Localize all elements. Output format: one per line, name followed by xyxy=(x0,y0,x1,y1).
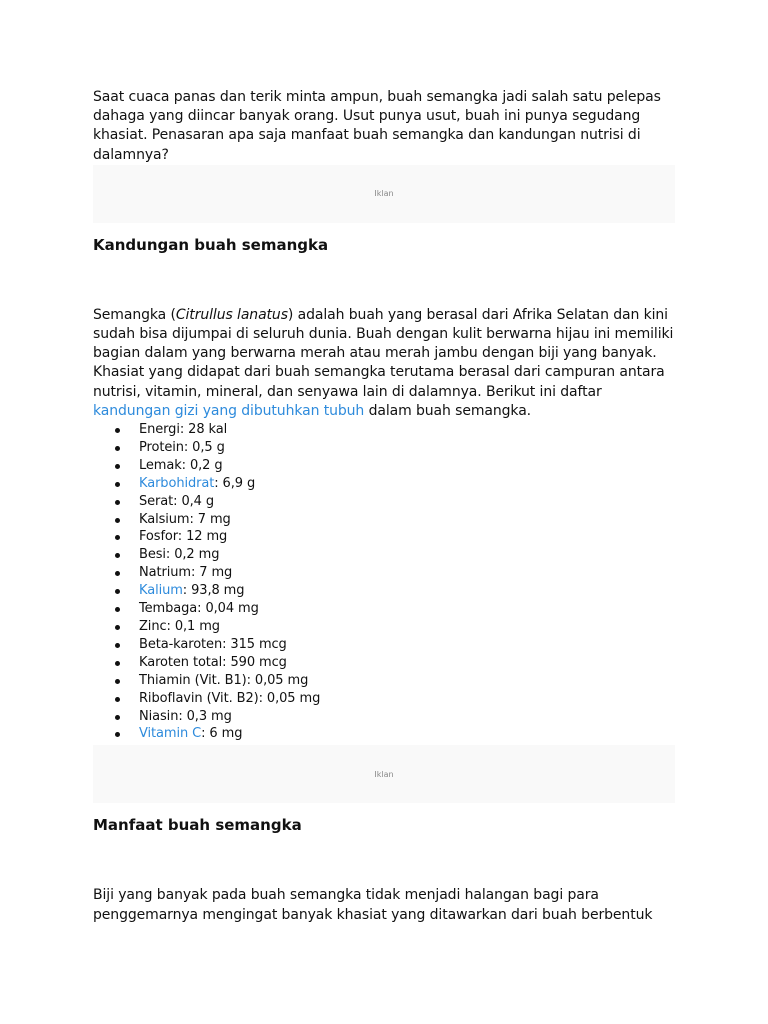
nutrient-label: Lemak xyxy=(139,457,182,473)
bullet-icon xyxy=(115,571,120,576)
nutrient-label: Fosfor xyxy=(139,529,178,545)
nutrient-label: Zinc xyxy=(139,619,167,634)
bullet-icon xyxy=(115,428,120,433)
bullet-icon xyxy=(115,535,120,540)
nutrient-link[interactable]: Kalium xyxy=(139,583,183,599)
nutrient-item xyxy=(93,564,675,582)
nutrient-value: : 590 mcg xyxy=(222,654,287,670)
bullet-icon xyxy=(115,732,120,737)
nutrient-value: : 28 kal xyxy=(179,422,228,438)
nutrient-value: : 7 mg xyxy=(190,565,233,581)
nutrient-item xyxy=(93,600,675,618)
nutrient-label: Kalsium xyxy=(139,511,190,527)
ad-label: Iklan xyxy=(374,189,394,199)
bullet-icon xyxy=(115,643,120,648)
nutrient-link[interactable]: Vitamin C xyxy=(139,726,202,742)
nutrient-label: Beta-karoten xyxy=(139,636,223,652)
nutrient-label: Niasin xyxy=(139,708,179,724)
nutrient-value: : 0,2 g xyxy=(181,457,223,473)
nutrient-label: Tembaga xyxy=(139,601,198,617)
bullet-icon xyxy=(115,697,120,702)
nutrient-value: : 0,3 mg xyxy=(178,708,232,724)
kandungan-text-start: Semangka ( xyxy=(93,306,176,323)
nutrient-value: : 0,4 g xyxy=(173,493,215,509)
nutrient-item xyxy=(93,618,675,636)
nutrient-item xyxy=(93,636,675,654)
nutrient-value: : 0,05 mg xyxy=(246,672,309,688)
nutrient-label: Serat xyxy=(139,493,174,509)
section-title-manfaat: Manfaat buah semangka xyxy=(93,816,302,835)
nutrient-list xyxy=(93,421,675,743)
bullet-icon xyxy=(115,607,120,612)
bullet-icon xyxy=(115,446,120,451)
kandungan-paragraph xyxy=(93,306,675,421)
nutrient-item xyxy=(93,708,675,726)
ad-label: Iklan xyxy=(374,769,394,779)
nutrient-item xyxy=(93,528,675,546)
bullet-icon xyxy=(115,482,120,487)
bullet-icon xyxy=(115,518,120,523)
bullet-icon xyxy=(115,625,120,630)
nutrient-item xyxy=(93,546,675,564)
nutrient-value: : 0,05 mg xyxy=(258,690,321,706)
bullet-icon xyxy=(115,500,120,505)
nutrient-item xyxy=(93,439,675,457)
nutrient-item xyxy=(93,654,675,672)
nutrient-value: : 6 mg xyxy=(201,726,243,742)
latin-name: Citrullus lanatus xyxy=(175,306,288,323)
nutrient-item xyxy=(93,690,675,708)
nutrient-value: : 0,5 g xyxy=(183,439,225,455)
nutrient-item xyxy=(93,493,675,511)
nutrient-value: : 0,2 mg xyxy=(165,547,220,563)
bullet-icon xyxy=(115,464,120,469)
nutrient-value: : 315 mcg xyxy=(222,636,287,652)
nutrient-item xyxy=(93,582,675,600)
nutrient-value: : 6,9 g xyxy=(214,475,256,491)
bullet-icon xyxy=(115,715,120,720)
nutrient-label: Karoten total xyxy=(139,654,223,670)
nutrient-label: Natrium xyxy=(139,565,191,581)
manfaat-paragraph: Biji yang banyak pada buah semangka tidak menjadi halangan bagi para penggemarnya mengingat banyak khasiat yang ditawarkan dari buah berbentuk xyxy=(93,887,653,923)
nutrient-label: Besi xyxy=(139,547,166,563)
nutrient-label: Riboflavin (Vit. B2) xyxy=(139,690,259,706)
nutrient-label: Protein xyxy=(139,439,184,455)
nutrient-item xyxy=(93,672,675,690)
article-content xyxy=(93,88,675,925)
bullet-icon xyxy=(115,589,120,594)
nutrient-value: : 12 mg xyxy=(177,529,228,545)
intro-paragraph: Saat cuaca panas dan terik minta ampun, buah semangka jadi salah satu pelepas dahaga yang diincar banyak orang. Usut punya usut, buah ini punya segudang khasiat. Penasaran apa saja manfaat buah semangka dan kandungan nutrisi di dalamnya? xyxy=(93,89,661,163)
bullet-icon xyxy=(115,661,120,666)
nutrient-item xyxy=(93,421,675,439)
kandungan-gizi-link[interactable]: kandungan gizi yang dibutuhkan tubuh xyxy=(93,402,365,419)
bullet-icon xyxy=(115,553,120,558)
nutrient-link[interactable]: Karbohidrat xyxy=(139,475,215,491)
nutrient-item xyxy=(93,475,675,493)
nutrient-value: : 0,04 mg xyxy=(197,601,259,617)
nutrient-item xyxy=(93,457,675,475)
kandungan-text-body: ) adalah buah yang berasal dari Afrika Selatan dan kini sudah bisa dijumpai di seluruh dunia. Buah dengan kulit berwarna hijau ini memiliki bagian dalam yang berwarna merah atau merah jambu dengan biji yang banyak. Khasiat yang didapat dari buah semangka terutama berasal dari campuran antara nutrisi, vitamin, mineral, dan senyawa lain di dalamnya. Berikut ini daftar xyxy=(93,306,674,400)
ad-slot-2[interactable] xyxy=(93,745,675,803)
ad-slot-1[interactable] xyxy=(93,165,675,223)
nutrient-value: : 93,8 mg xyxy=(182,583,245,599)
nutrient-label: Energi xyxy=(139,422,180,438)
kandungan-text-end: dalam buah semangka. xyxy=(364,402,532,419)
nutrient-value: : 7 mg xyxy=(189,511,231,527)
nutrient-value: : 0,1 mg xyxy=(166,619,220,634)
section-title-kandungan: Kandungan buah semangka xyxy=(93,235,329,254)
nutrient-item xyxy=(93,725,675,743)
nutrient-item xyxy=(93,511,675,529)
nutrient-label: Thiamin (Vit. B1) xyxy=(139,672,247,688)
bullet-icon xyxy=(115,679,120,684)
